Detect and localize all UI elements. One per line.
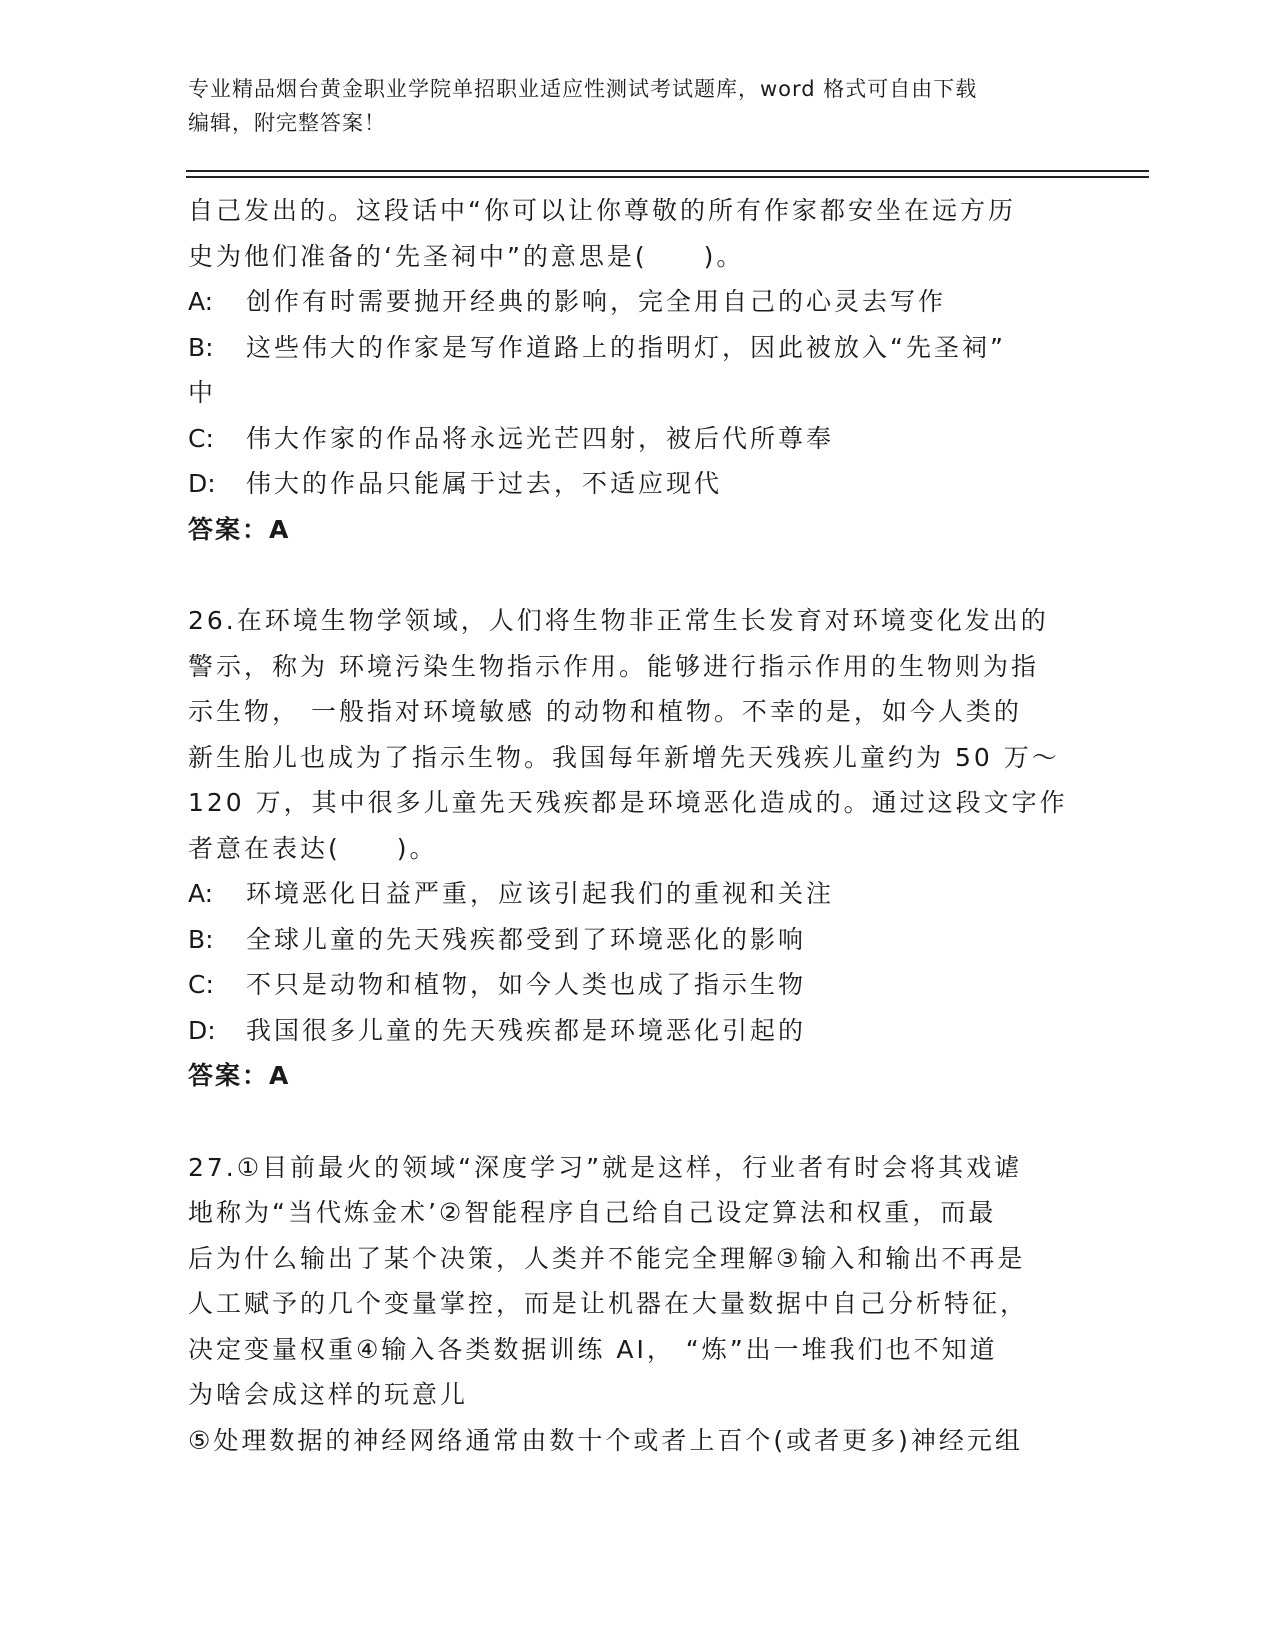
question-stem-line: 后为什么输出了某个决策，人类并不能完全理解③输入和输出不再是 [188, 1243, 1026, 1273]
page-header [188, 72, 1088, 140]
question-stem-line: 地称为“当代炼金术’②智能程序自己给自己设定算法和权重，而最 [188, 1198, 997, 1227]
header-rule-top [186, 170, 1149, 172]
option-text: 伟大的作品只能属于过去，不适应现代 [246, 469, 723, 498]
option-text: 我国很多儿童的先天残疾都是环境恶化引起的 [246, 1015, 807, 1045]
document-body [188, 188, 1088, 1463]
option-label: D: [188, 1015, 216, 1045]
question-stem-line: 27.①目前最火的领域“深度学习”就是这样，行业者有时会将其戏谑 [188, 1152, 1023, 1182]
option-label: C: [188, 970, 214, 999]
question-stem-line: ⑤处理数据的神经网络通常由数十个或者上百个(或者更多)神经元组 [188, 1425, 1023, 1455]
option-text: 这些伟大的作家是写作道路上的指明灯，因此被放入“先圣祠” [246, 332, 1006, 362]
option-c [188, 416, 1088, 462]
question-26 [188, 598, 1088, 1099]
option-label: A: [188, 879, 214, 908]
option-text: 不只是动物和植物，如今人类也成了指示生物 [246, 970, 807, 999]
question-stem-line: 警示，称为 环境污染生物指示作用。能够进行指示作用的生物则为指 [188, 651, 1039, 681]
question-stem-line: 示生物， 一般指对环境敏感 的动物和植物。不幸的是，如今人类的 [188, 697, 1022, 726]
question-stem-line: 120 万，其中很多儿童先天残疾都是环境恶化造成的。通过这段文字作 [188, 788, 1068, 817]
spacer [188, 552, 1088, 598]
question-stem-line: 史为他们准备的‘先圣祠中”的意思是( )。 [188, 241, 745, 271]
option-text: 全球儿童的先天残疾都受到了环境恶化的影响 [246, 924, 807, 954]
question-stem-line: 人工赋予的几个变量掌控，而是让机器在大量数据中自己分析特征， [188, 1289, 1029, 1318]
option-a [188, 871, 1088, 917]
option-label: B: [188, 924, 214, 954]
question-stem-line: 为啥会成这样的玩意儿 [188, 1380, 469, 1409]
question-25 [188, 188, 1088, 552]
question-27 [188, 1145, 1088, 1464]
option-label: B: [188, 332, 214, 362]
question-stem-line: 决定变量权重④输入各类数据训练 AI， “炼”出一堆我们也不知道 [188, 1334, 998, 1364]
header-rule-bottom [186, 176, 1149, 178]
answer-line: 答案：A [188, 1061, 291, 1090]
answer-line: 答案：A [188, 514, 291, 544]
option-label: D: [188, 469, 216, 498]
option-a [188, 279, 1088, 325]
question-stem-line: 者意在表达( )。 [188, 833, 438, 863]
header-line-1: 专业精品烟台黄金职业学院单招职业适应性测试考试题库，word 格式可自由下载 [188, 77, 978, 101]
question-stem-line: 自己发出的。这段话中“你可以让你尊敬的所有作家都安坐在远方历 [188, 196, 1016, 225]
option-d [188, 461, 1088, 507]
option-d [188, 1008, 1088, 1054]
option-b [188, 917, 1088, 963]
option-b-continuation: 中 [188, 378, 217, 407]
option-label: C: [188, 423, 214, 453]
option-text: 环境恶化日益严重，应该引起我们的重视和关注 [246, 879, 835, 908]
option-text: 创作有时需要抛开经典的影响，完全用自己的心灵去写作 [246, 287, 947, 316]
question-stem-line: 26.在环境生物学领域，人们将生物非正常生长发育对环境变化发出的 [188, 606, 1049, 635]
option-c [188, 962, 1088, 1008]
spacer [188, 1099, 1088, 1145]
option-b [188, 325, 1088, 371]
question-stem-line: 新生胎儿也成为了指示生物。我国每年新增先天残疾儿童约为 50 万～ [188, 742, 1060, 772]
option-text: 伟大作家的作品将永远光芒四射，被后代所尊奉 [246, 423, 835, 453]
header-line-2: 编辑，附完整答案！ [188, 111, 386, 135]
option-label: A: [188, 287, 214, 316]
